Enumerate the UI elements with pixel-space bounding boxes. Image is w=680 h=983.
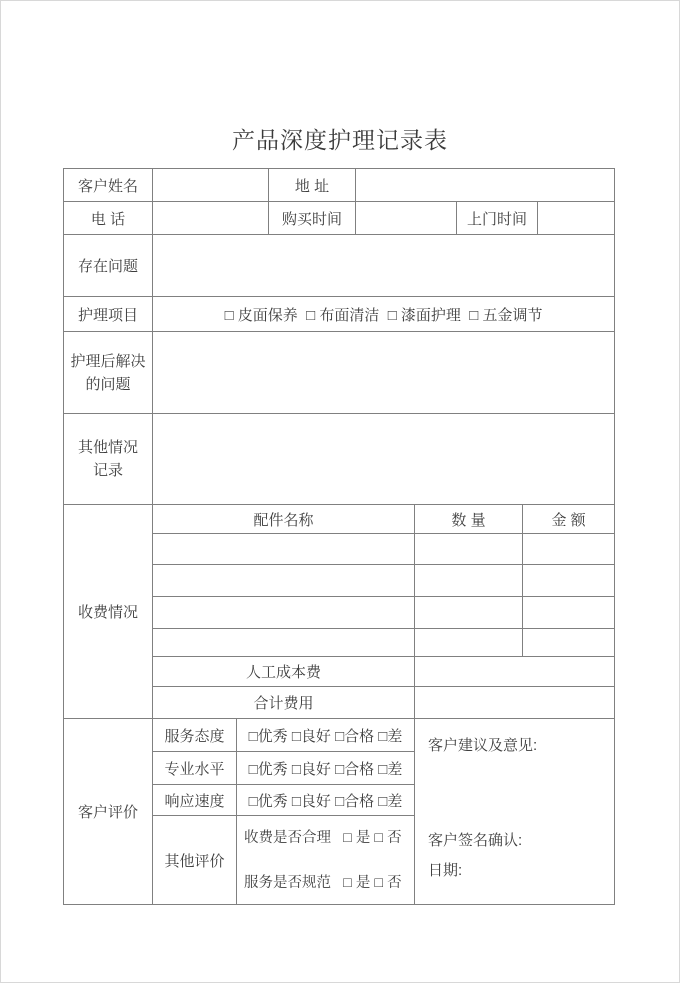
table-row (64, 297, 615, 332)
amount-input[interactable] (523, 629, 615, 657)
amount-input[interactable] (523, 534, 615, 565)
amount-header: 金 额 (523, 505, 615, 534)
service-attitude-options[interactable]: □优秀 □良好 □合格 □差 (237, 719, 415, 752)
care-record-table (63, 168, 615, 905)
table-row (64, 235, 615, 297)
response-speed-options[interactable]: □优秀 □良好 □合格 □差 (237, 785, 415, 816)
response-speed-label: 响应速度 (153, 785, 237, 816)
customer-eval-section-label: 客户评价 (64, 719, 153, 905)
table-row (64, 414, 615, 505)
signature-label: 客户签名确认: (428, 832, 523, 849)
address-label: 地 址 (269, 169, 356, 202)
amount-input[interactable] (523, 597, 615, 629)
customer-name-label: 客户姓名 (64, 169, 153, 202)
charges-section-label: 收费情况 (64, 505, 153, 719)
customer-name-input[interactable] (153, 169, 269, 202)
form-title: 产品深度护理记录表 (232, 127, 448, 153)
quantity-header: 数 量 (415, 505, 523, 534)
date-label: 日期: (428, 862, 463, 879)
service-attitude-label: 服务态度 (153, 719, 237, 752)
solved-problems-label-line2: 的问题 (85, 375, 131, 393)
table-row (64, 719, 615, 752)
other-records-label-line1: 其他情况 (77, 439, 138, 456)
table-row (64, 332, 615, 414)
existing-problems-input[interactable] (153, 235, 615, 297)
suggestions-label: 客户建议及意见: (428, 737, 538, 754)
care-items-label: 护理项目 (64, 297, 153, 332)
feedback-content (415, 720, 614, 903)
address-input[interactable] (356, 169, 615, 202)
table-row (64, 505, 615, 534)
professional-level-label: 专业水平 (153, 752, 237, 785)
other-eval-cell (237, 816, 415, 905)
service-standard-options[interactable]: 服务是否规范 □ 是 □ 否 (244, 875, 402, 891)
table-row (64, 202, 615, 235)
quantity-input[interactable] (415, 534, 523, 565)
solved-problems-label-line1: 护理后解决 (70, 352, 146, 370)
solved-problems-label (64, 332, 153, 414)
part-name-input[interactable] (153, 629, 415, 657)
part-name-input[interactable] (153, 565, 415, 597)
labor-cost-input[interactable] (415, 657, 615, 687)
part-name-header: 配件名称 (153, 505, 415, 534)
phone-input[interactable] (153, 202, 269, 235)
purchase-time-input[interactable] (356, 202, 457, 235)
other-eval-content (237, 816, 414, 904)
other-records-input[interactable] (153, 414, 615, 505)
care-options-checkboxes[interactable]: □ 皮面保养 □ 布面清洁 □ 漆面护理 □ 五金调节 (153, 297, 615, 332)
solved-problems-input[interactable] (153, 332, 615, 414)
existing-problems-label: 存在问题 (64, 235, 153, 297)
visit-time-label: 上门时间 (457, 202, 538, 235)
table-row (64, 169, 615, 202)
other-records-label-line2: 记录 (92, 462, 123, 479)
visit-time-input[interactable] (538, 202, 615, 235)
quantity-input[interactable] (415, 629, 523, 657)
other-records-label (64, 414, 153, 505)
amount-input[interactable] (523, 565, 615, 597)
feedback-cell (415, 719, 615, 905)
total-cost-label: 合计费用 (153, 687, 415, 719)
labor-cost-label: 人工成本费 (153, 657, 415, 687)
fee-reasonable-options[interactable]: 收费是否合理 □ 是 □ 否 (244, 830, 402, 846)
quantity-input[interactable] (415, 597, 523, 629)
purchase-time-label: 购买时间 (269, 202, 356, 235)
total-cost-input[interactable] (415, 687, 615, 719)
phone-label: 电 话 (64, 202, 153, 235)
part-name-input[interactable] (153, 534, 415, 565)
professional-level-options[interactable]: □优秀 □良好 □合格 □差 (237, 752, 415, 785)
quantity-input[interactable] (415, 565, 523, 597)
other-eval-label: 其他评价 (153, 816, 237, 905)
part-name-input[interactable] (153, 597, 415, 629)
